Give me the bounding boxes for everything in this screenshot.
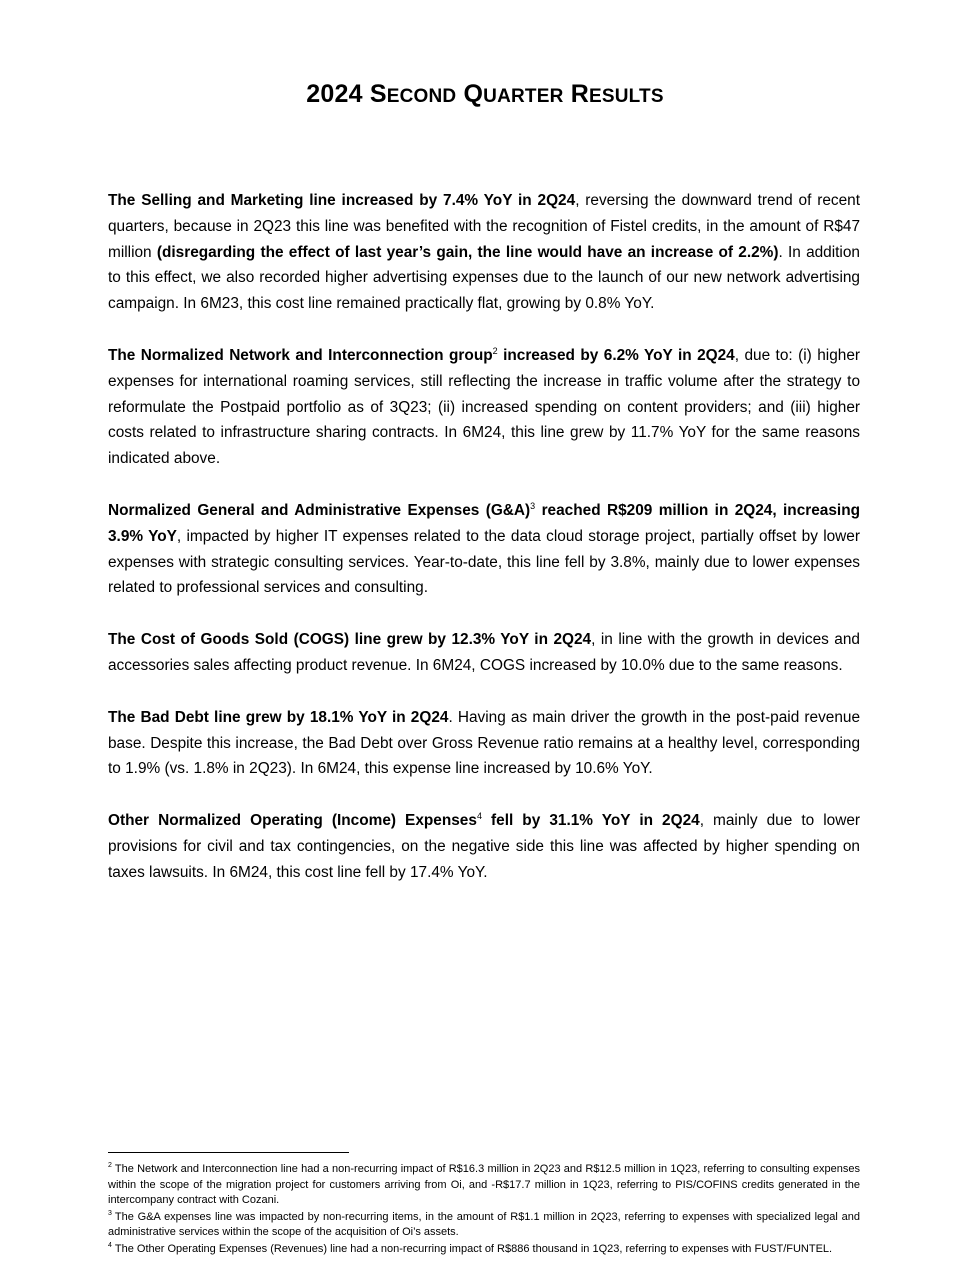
bad-debt-text: . Having as main driver the growth in the post-paid revenue base. Despite this increase, the Bad Debt over Gross Revenue ratio remains at a healthy level, corresponding to 1.9% (vs. 1.8% in 2Q23). In 6M24, this expense line increased by 10.6% YoY. <box>108 708 861 778</box>
network-text: , due to: (i) higher expenses for international roaming services, still reflecting the increase in traffic volume after the strategy to reformulate the Postpaid portfolio as of 3Q23; (ii) increased spending on content providers; and (iii) higher costs related to infrastructure sharing contracts. In 6M24, this line grew by 11.7% YoY for the same reasons indicated above. <box>108 346 860 468</box>
selling-bold-lead: The Selling and Marketing line increased by 7.4% YoY in 2Q24 <box>108 192 576 209</box>
selling-text-1: , reversing the downward trend of recent quarters, because in 2Q23 this line was benefited with the recognition of Fistel credits, in the amount of R$47 million <box>108 192 860 261</box>
footnote-2 <box>108 1162 860 1209</box>
selling-bold-mid: (disregarding the effect of last year’s gain, the line would have an increase of 2.2%) <box>156 243 779 261</box>
paragraph-selling-marketing <box>108 188 860 317</box>
paragraph-bad-debt <box>108 705 860 782</box>
footnote-ref-3: 3 <box>530 500 536 511</box>
title-word-3-rest: ESULTS <box>588 86 664 107</box>
footnote-4 <box>108 1242 860 1258</box>
title-word-2-cap: Q <box>463 80 484 108</box>
footnote-ref-2: 2 <box>492 345 498 356</box>
title-word-1-rest: ECOND <box>386 86 457 107</box>
title-number: 2024 <box>306 80 363 108</box>
footnote-divider <box>108 1152 349 1153</box>
cogs-bold-lead: The Cost of Goods Sold (COGS) line grew by 12.3% YoY in 2Q24 <box>108 631 592 649</box>
page-title <box>0 80 970 109</box>
paragraph-general-administrative <box>108 498 860 601</box>
paragraph-network-interconnection <box>108 343 860 472</box>
other-bold-tail: fell by 31.1% YoY in 2Q24 <box>481 812 700 830</box>
selling-text-2: . In addition to this effect, we also recorded higher advertising expenses due to the launch of our new network advertising campaign. In 6M23, this cost line remained practically flat, growing by 0.8% YoY. <box>108 243 860 313</box>
paragraph-other-operating <box>108 808 860 885</box>
ga-text: , impacted by higher IT expenses related to the data cloud storage project, partially offset by lower expenses with strategic consulting services. Year-to-date, this line fell by 3.8%, mainly due to lower expenses related to professional services and consulting. <box>108 527 860 597</box>
title-word-3-cap: R <box>570 80 589 108</box>
footnote-2-text: The Network and Interconnection line had a non-recurring impact of R$16.3 million in 2Q23 and R$12.5 million in 1Q23, referring to consulting expenses within the scope of the migration project for customers arriving from Oi, and -R$17.7 million in 1Q23, referring to PIS/COFINS credits generated in the intercompany contract with Cozani. <box>108 1163 860 1207</box>
footnote-2-number: 2 <box>108 1162 112 1170</box>
other-text: , mainly due to lower provisions for civil and tax contingencies, on the negative side this line was affected by higher spending on taxes lawsuits. In 6M24, this cost line fell by 17.4% YoY. <box>108 812 860 881</box>
footnotes <box>108 1162 860 1259</box>
network-bold-lead: The Normalized Network and Interconnection group <box>108 346 493 364</box>
footnote-4-text: The Other Operating Expenses (Revenues) line had a non-recurring impact of R$886 thousand in 1Q23, referring to expenses with FUST/FUNTEL. <box>114 1242 833 1255</box>
footnote-4-number: 4 <box>108 1242 112 1250</box>
footnote-3 <box>108 1210 860 1241</box>
cogs-text: , in line with the growth in devices and accessories sales affecting product revenue. In 6M24, COGS increased by 10.0% due to the same reasons. <box>108 631 860 674</box>
ga-bold-tail: reached R$209 million in 2Q24, increasing 3.9% YoY <box>108 501 861 545</box>
footnote-ref-4: 4 <box>476 811 482 822</box>
bad-debt-bold-lead: The Bad Debt line grew by 18.1% YoY in 2Q24 <box>108 708 449 726</box>
title-word-1-cap: S <box>369 80 387 108</box>
footnote-3-number: 3 <box>108 1210 112 1218</box>
other-bold-lead: Other Normalized Operating (Income) Expenses <box>108 812 477 830</box>
paragraph-cogs <box>108 627 860 679</box>
footnote-3-text: The G&A expenses line was impacted by non-recurring items, in the amount of R$1.1 million in 2Q23, referring to expenses with specialized legal and administrative services within the scope of the acquisition of Oi’s assets. <box>108 1210 860 1239</box>
network-bold-tail: increased by 6.2% YoY in 2Q24 <box>497 346 735 364</box>
title-word-2-rest: UARTER <box>483 86 564 107</box>
ga-bold-lead: Normalized General and Administrative Expenses (G&A) <box>108 501 531 519</box>
body-content <box>108 188 860 912</box>
